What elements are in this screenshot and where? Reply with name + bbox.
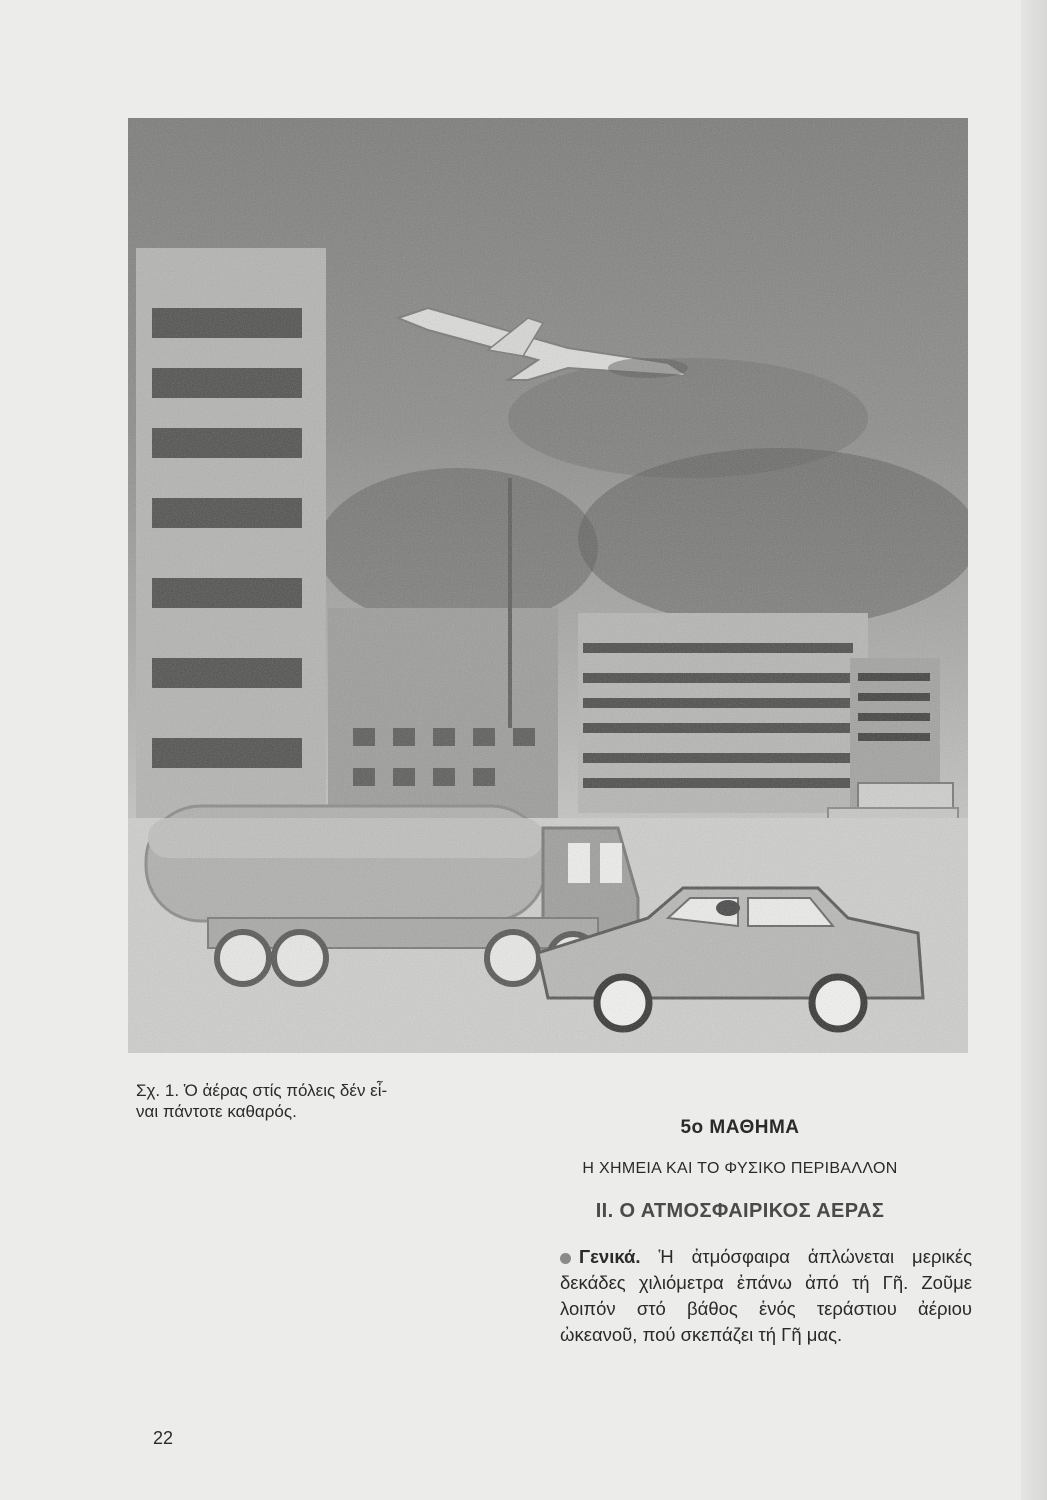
figure-caption	[136, 1080, 436, 1122]
paragraph-text: Ἡ ἀτμόσφαιρα ἁπλώνεται μερικές δεκάδες χιλιόμετρα ἐπάνω ἀπό τή Γῆ. Ζοῦμε λοιπόν στό βάθος ἑνός τεράστιου ἀέριου ὠκεανοῦ, πού σκεπάζει τή Γῆ μας.	[560, 1246, 973, 1345]
lesson-number: 5ο ΜΑΘΗΜΑ	[680, 1117, 800, 1138]
paragraph-lead: Γενικά.	[579, 1246, 641, 1267]
section-title: II. Ο ΑΤΜΟΣΦΑΙΡΙΚΟΣ ΑΕΡΑΣ	[595, 1200, 885, 1222]
page-edge	[1021, 0, 1047, 1500]
body-paragraph	[560, 1244, 972, 1348]
bullet-icon	[560, 1253, 571, 1264]
smog-city-illustration	[128, 118, 968, 1053]
lesson-subtitle: Η ΧΗΜΕΙΑ ΚΑΙ ΤΟ ΦΥΣΙΚΟ ΠΕΡΙΒΑΛΛΟΝ	[582, 1160, 898, 1177]
figure-caption-line: ναι πάντοτε καθαρός.	[136, 1102, 297, 1121]
page-number: 22	[153, 1428, 174, 1448]
figure-caption-line: Σχ. 1. Ὁ ἀέρας στίς πόλεις δέν εἶ-	[136, 1081, 388, 1100]
